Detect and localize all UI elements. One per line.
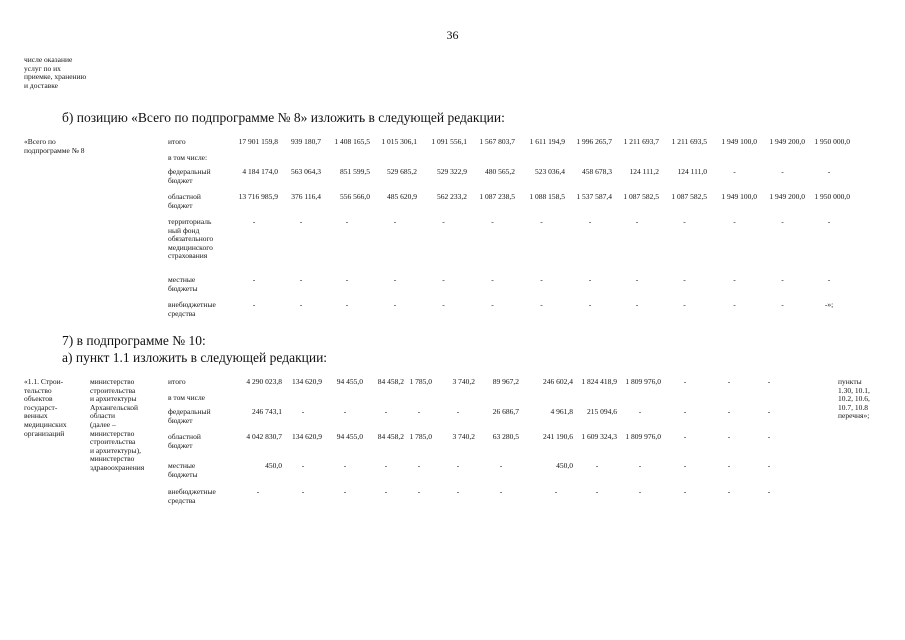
- text-line: медицинских: [24, 419, 67, 429]
- table-cell: 458 678,3: [582, 167, 612, 176]
- table-cell: 376 116,4: [291, 192, 321, 201]
- table-cell: -: [252, 275, 256, 284]
- text-line: услуг по их: [24, 63, 61, 73]
- table-cell: -: [384, 407, 388, 416]
- row-label-line: бюджет: [168, 440, 193, 450]
- table-cell: -: [343, 461, 347, 470]
- table-cell: -»;: [824, 300, 834, 309]
- table-cell: 1 567 803,7: [479, 137, 515, 146]
- table-cell: 1 824 418,9: [581, 377, 617, 386]
- text-line: министерство: [90, 428, 135, 438]
- table-cell: 1 949 200,0: [769, 192, 805, 201]
- table-cell: -: [299, 300, 303, 309]
- table-cell: -: [301, 461, 305, 470]
- row-label-line: местные: [168, 461, 196, 470]
- text-line: «1.1. Строи-: [24, 377, 64, 386]
- table-cell: -: [683, 300, 686, 309]
- table-cell: -: [635, 217, 639, 226]
- table-cell: -: [767, 432, 771, 441]
- table-cell: -: [588, 300, 592, 309]
- text-line: 1.30, 10.1,: [838, 385, 870, 395]
- text-line: перечня»;: [838, 411, 870, 421]
- heading-7: 7) в подпрограмме № 10:: [62, 333, 206, 348]
- table-cell: 1 949 100,0: [721, 137, 757, 146]
- table-cell: 134 620,9: [292, 377, 322, 386]
- table-cell: -: [456, 487, 460, 496]
- text-line: и архитектуры: [90, 394, 137, 404]
- text-line: и архитектуры),: [90, 445, 141, 455]
- table10-col1: [24, 378, 67, 438]
- table-cell: -: [299, 275, 303, 284]
- table-cell: -: [417, 487, 421, 496]
- table-cell: 939 180,7: [291, 137, 321, 146]
- table-cell: -: [827, 275, 831, 284]
- table-cell: 17 901 159,8: [238, 137, 278, 146]
- table-cell: -: [301, 407, 305, 416]
- table-cell: -: [683, 377, 687, 386]
- table-cell: 246 602,4: [543, 377, 573, 386]
- table-cell: 4 042 830,7: [246, 432, 282, 441]
- table-cell: -: [345, 275, 349, 284]
- text-line: и доставке: [24, 80, 58, 90]
- text-line: государст-: [24, 402, 58, 412]
- table-cell: -: [781, 275, 784, 284]
- row-label-line: территориаль: [168, 217, 212, 226]
- table-cell: -: [727, 432, 731, 441]
- table-cell: -: [635, 300, 639, 309]
- row-label-line: внебюджетные: [168, 300, 216, 309]
- table-cell: 1 611 194,9: [529, 137, 565, 146]
- table-cell: 1 809 976,0: [625, 432, 661, 441]
- table-cell: -: [781, 300, 784, 309]
- table8-label: [24, 138, 85, 155]
- table-cell: -: [635, 275, 639, 284]
- table-cell: -: [393, 275, 397, 284]
- table-cell: -: [588, 275, 592, 284]
- table-cell: -: [683, 217, 686, 226]
- table-cell: 1 537 587,4: [576, 192, 612, 201]
- table-cell: -: [540, 300, 543, 309]
- table-cell: 134 620,9: [292, 432, 322, 441]
- heading-b: б) позицию «Всего по подпрограмме № 8» изложить в следующей редакции:: [62, 110, 505, 125]
- table-cell: -: [256, 487, 260, 496]
- table-cell: 13 716 985,9: [238, 192, 278, 201]
- row-label-line: медицинского: [168, 242, 213, 252]
- table-cell: -: [252, 217, 256, 226]
- table-cell: 84 458,2: [377, 432, 404, 441]
- table-cell: 529 685,2: [387, 167, 417, 176]
- table-cell: 1 949 200,0: [769, 137, 805, 146]
- table-cell: 1 408 165,5: [334, 137, 370, 146]
- text-line: строительства: [90, 385, 136, 395]
- row-label-line: местные: [168, 275, 196, 284]
- table-cell: 1 087 582,5: [671, 192, 707, 201]
- table-cell: 1 950 000,0: [814, 192, 850, 201]
- row-label-line: областной: [168, 192, 201, 201]
- table-cell: -: [456, 407, 460, 416]
- text-line: пункты: [838, 377, 862, 386]
- table-cell: -: [442, 217, 445, 226]
- table-cell: 4 290 023,8: [246, 377, 282, 386]
- table-cell: 1 087 582,5: [623, 192, 659, 201]
- table-cell: 4 961,8: [550, 407, 573, 416]
- text-line: Архангельской: [90, 402, 138, 412]
- table-cell: 1 211 693,5: [671, 137, 707, 146]
- table-cell: 1 087 238,5: [479, 192, 515, 201]
- row-label: [168, 408, 211, 425]
- row-label-line: средства: [168, 495, 196, 505]
- table-cell: -: [683, 432, 687, 441]
- table-cell: 246 743,1: [252, 407, 282, 416]
- table-cell: -: [442, 300, 445, 309]
- table-cell: -: [540, 217, 543, 226]
- table-cell: 562 233,2: [437, 192, 467, 201]
- row-label: [168, 154, 207, 163]
- table-cell: 89 967,2: [492, 377, 519, 386]
- text-line: 10.7, 10.8: [838, 402, 868, 412]
- row-label-line: страхования: [168, 251, 208, 261]
- table-cell: 26 686,7: [492, 407, 519, 416]
- row-label-line: средства: [168, 308, 196, 318]
- table-cell: 1 609 324,3: [581, 432, 617, 441]
- table-cell: -: [343, 487, 347, 496]
- table-cell: -: [417, 461, 421, 470]
- table-cell: 523 036,4: [535, 167, 565, 176]
- table-cell: 563 064,3: [291, 167, 321, 176]
- row-label-line: бюджеты: [168, 469, 198, 479]
- table-cell: -: [733, 275, 736, 284]
- table-cell: -: [491, 217, 494, 226]
- table-cell: 529 322,9: [437, 167, 467, 176]
- table-cell: 1 809 976,0: [625, 377, 661, 386]
- table-cell: 1 950 000,0: [814, 137, 850, 146]
- table-cell: -: [554, 487, 558, 496]
- page-number: 36: [446, 28, 459, 42]
- row-label: [168, 488, 216, 505]
- table-cell: -: [345, 217, 349, 226]
- table-cell: 1 211 693,7: [623, 137, 659, 146]
- row-label: [168, 394, 205, 403]
- table-cell: 1 785,0: [409, 432, 432, 441]
- row-label-line: ный фонд: [168, 225, 200, 235]
- text-line: организаций: [24, 428, 65, 438]
- table-cell: 556 566,0: [340, 192, 370, 201]
- text-line: «Всего по: [24, 137, 56, 146]
- table-cell: -: [638, 487, 642, 496]
- row-label: [168, 276, 198, 293]
- row-label-line: федеральный: [168, 407, 211, 416]
- table-cell: -: [767, 407, 771, 416]
- text-line: министерство: [90, 377, 135, 386]
- top-fragment: [24, 56, 86, 90]
- table-cell: -: [781, 217, 784, 226]
- table-cell: -: [343, 407, 347, 416]
- table-cell: 94 455,0: [336, 377, 363, 386]
- table-cell: 1 785,0: [409, 377, 432, 386]
- row-label-line: бюджет: [168, 175, 193, 185]
- table-cell: 215 094,6: [587, 407, 617, 416]
- table-cell: -: [733, 217, 736, 226]
- table-cell: -: [733, 167, 736, 176]
- text-line: венных: [24, 411, 48, 421]
- table-cell: 241 190,6: [543, 432, 573, 441]
- text-line: тельство: [24, 385, 52, 395]
- table-cell: -: [499, 461, 503, 470]
- table-cell: -: [491, 300, 494, 309]
- table-cell: 3 740,2: [452, 377, 475, 386]
- table-cell: -: [588, 217, 592, 226]
- text-line: подпрограмме № 8: [24, 145, 85, 155]
- table-cell: -: [727, 461, 731, 470]
- table-cell: 485 620,9: [387, 192, 417, 201]
- table-cell: 1 091 556,1: [431, 137, 467, 146]
- table-cell: -: [727, 407, 731, 416]
- table10-col2: [90, 378, 144, 473]
- row-label-line: в том числе:: [168, 153, 208, 162]
- table-cell: -: [393, 300, 397, 309]
- row-label: [168, 193, 201, 210]
- table-cell: -: [638, 461, 642, 470]
- row-label-line: областной: [168, 432, 201, 441]
- table-cell: -: [540, 275, 543, 284]
- table-cell: -: [827, 217, 831, 226]
- table-cell: -: [767, 487, 771, 496]
- row-label: [168, 378, 186, 387]
- table-cell: 84 458,2: [377, 377, 404, 386]
- table-cell: -: [417, 407, 421, 416]
- row-label: [168, 462, 198, 479]
- row-label-line: итого: [168, 377, 186, 386]
- table-cell: -: [384, 461, 388, 470]
- row-label: [168, 218, 213, 261]
- table10-note: [838, 378, 870, 421]
- row-label-line: бюджеты: [168, 283, 198, 293]
- table-cell: -: [767, 377, 771, 386]
- table-cell: -: [301, 487, 305, 496]
- text-line: министерство: [90, 454, 135, 464]
- row-label-line: итого: [168, 137, 186, 146]
- table-cell: -: [683, 275, 686, 284]
- row-label: [168, 138, 186, 147]
- row-label-line: внебюджетные: [168, 487, 216, 496]
- table-cell: -: [499, 487, 503, 496]
- table-cell: -: [683, 461, 687, 470]
- table-cell: 1 996 265,7: [576, 137, 612, 146]
- text-line: числе оказание: [24, 55, 73, 64]
- table-cell: -: [827, 167, 831, 176]
- table-cell: 1 949 100,0: [721, 192, 757, 201]
- table-cell: 3 740,2: [452, 432, 475, 441]
- row-label-line: бюджет: [168, 200, 193, 210]
- row-label-line: бюджет: [168, 415, 193, 425]
- row-label-line: федеральный: [168, 167, 211, 176]
- table-cell: -: [595, 461, 599, 470]
- text-line: 10.2, 10.6,: [838, 394, 870, 404]
- table-cell: -: [733, 300, 736, 309]
- table-cell: -: [384, 487, 388, 496]
- table-cell: -: [727, 487, 731, 496]
- row-label: [168, 301, 216, 318]
- table-cell: -: [767, 461, 771, 470]
- table-cell: -: [299, 217, 303, 226]
- table-cell: 63 280,5: [492, 432, 519, 441]
- table-cell: 94 455,0: [336, 432, 363, 441]
- table-cell: 124 111,2: [629, 167, 659, 176]
- table-cell: -: [456, 461, 460, 470]
- table-cell: 851 599,5: [340, 167, 370, 176]
- row-label-line: обязательного: [168, 234, 214, 244]
- text-line: строительства: [90, 437, 136, 447]
- table-cell: 124 111,0: [677, 167, 707, 176]
- table-cell: -: [683, 487, 687, 496]
- heading-a: а) пункт 1.1 изложить в следующей редакции:: [62, 350, 328, 365]
- table-cell: -: [595, 487, 599, 496]
- table-cell: -: [252, 300, 256, 309]
- text-line: приемке, хранению: [24, 72, 87, 82]
- table-cell: 480 565,2: [485, 167, 515, 176]
- table-cell: 450,0: [556, 461, 573, 470]
- table-cell: 4 184 174,0: [242, 167, 278, 176]
- text-line: здравоохранения: [90, 462, 145, 472]
- table-cell: -: [683, 407, 687, 416]
- row-label: [168, 433, 201, 450]
- table-cell: -: [727, 377, 731, 386]
- table-cell: 1 088 158,5: [529, 192, 565, 201]
- text-line: области: [90, 411, 116, 421]
- table-cell: -: [781, 167, 784, 176]
- text-line: объектов: [24, 394, 53, 404]
- table-cell: 450,0: [265, 461, 282, 470]
- text-line: (далее –: [90, 419, 116, 429]
- table-cell: 1 015 306,1: [381, 137, 417, 146]
- row-label-line: в том числе: [168, 393, 206, 402]
- table-cell: -: [345, 300, 349, 309]
- table-cell: -: [442, 275, 445, 284]
- table-cell: -: [638, 407, 642, 416]
- table-cell: -: [491, 275, 494, 284]
- row-label: [168, 168, 211, 185]
- table-cell: -: [393, 217, 397, 226]
